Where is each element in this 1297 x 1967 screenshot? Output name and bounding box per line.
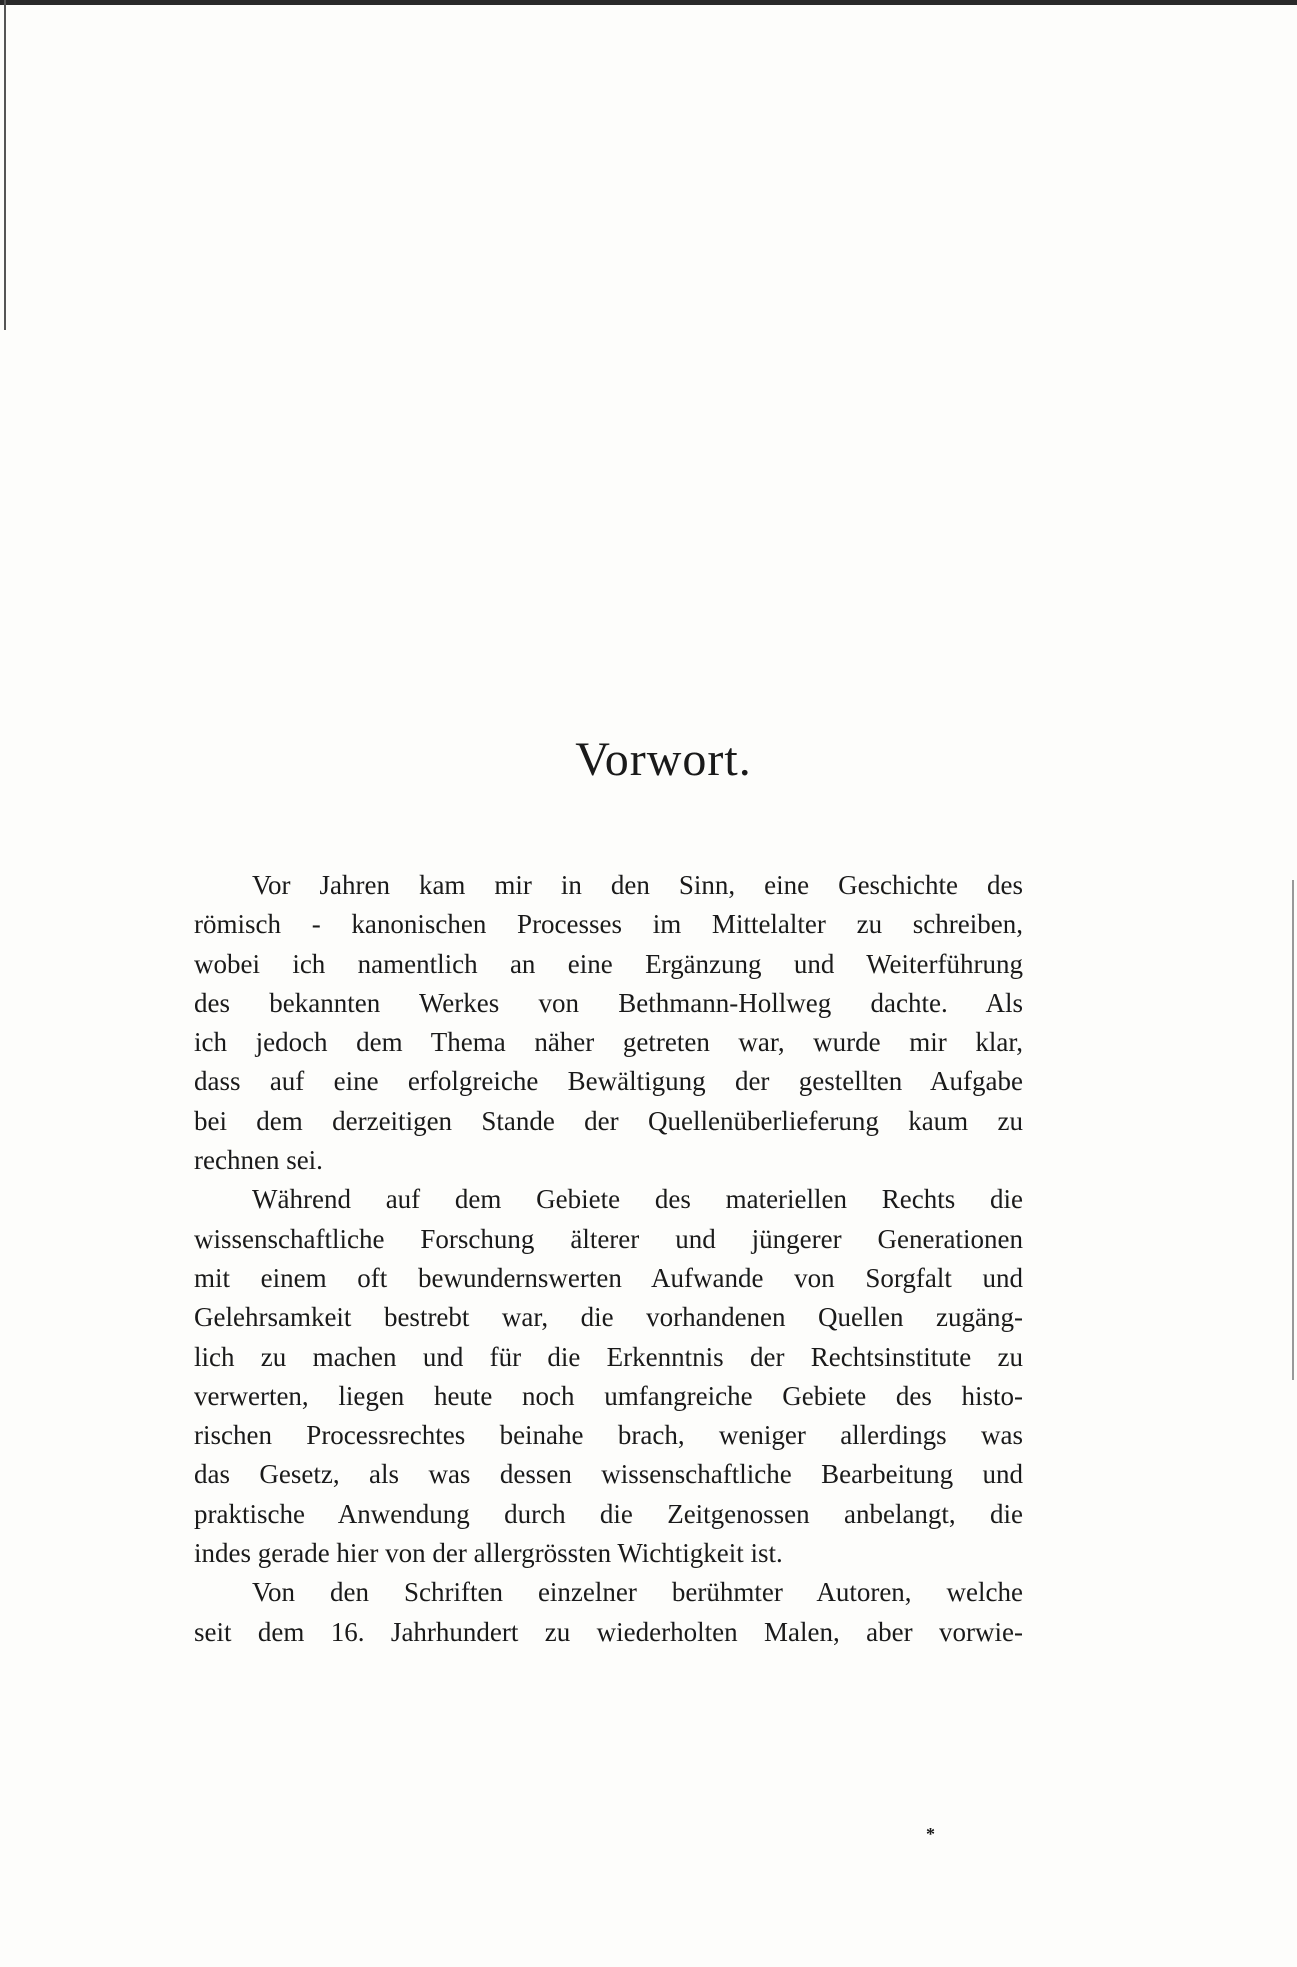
text-line: dass auf eine erfolgreiche Bewältigung der gestellten Aufgabe	[194, 1066, 1023, 1097]
text-line: wissenschaftliche Forschung älterer und jüngerer Generationen	[194, 1223, 1023, 1254]
paragraph-2	[194, 1180, 1023, 1573]
text-line: indes gerade hier von der allergrössten Wichtigkeit ist.	[194, 1538, 783, 1569]
text-line: das Gesetz, als was dessen wissenschaftliche Bearbeitung und	[194, 1459, 1023, 1490]
text-line: rechnen sei.	[194, 1145, 323, 1176]
paragraph-1	[194, 866, 1023, 1180]
scan-edge-left	[4, 0, 6, 330]
text-line: rischen Processrechtes beinahe brach, weniger allerdings was	[194, 1420, 1023, 1451]
text-line: seit dem 16. Jahrhundert zu wiederholten Malen, aber vorwie-	[194, 1616, 1023, 1647]
scan-edge-top	[0, 0, 1297, 5]
preface-body	[194, 866, 1023, 1652]
text-line: praktische Anwendung durch die Zeitgenossen anbelangt, die	[194, 1498, 1023, 1529]
page-title: Vorwort.	[575, 733, 752, 786]
scan-edge-right	[1292, 880, 1294, 1380]
text-line: mit einem oft bewundernswerten Aufwande von Sorgfalt und	[194, 1262, 1023, 1293]
text-line: Von den Schriften einzelner berühmter Autoren, welche	[252, 1577, 1023, 1608]
text-line: lich zu machen und für die Erkenntnis der Rechtsinstitute zu	[194, 1341, 1023, 1372]
signature-mark: *	[926, 1824, 935, 1844]
text-line: wobei ich namentlich an eine Ergänzung und Weiterführung	[194, 948, 1023, 979]
text-line: ich jedoch dem Thema näher getreten war, wurde mir klar,	[194, 1027, 1023, 1058]
text-line: Gelehrsamkeit bestrebt war, die vorhandenen Quellen zugäng-	[194, 1302, 1023, 1333]
text-line: verwerten, liegen heute noch umfangreiche Gebiete des histo-	[194, 1380, 1023, 1411]
text-line: Vor Jahren kam mir in den Sinn, eine Geschichte des	[252, 870, 1023, 900]
text-line: Während auf dem Gebiete des materiellen Rechts die	[252, 1184, 1023, 1215]
paragraph-3	[194, 1573, 1023, 1652]
text-line: römisch - kanonischen Processes im Mittelalter zu schreiben,	[194, 909, 1023, 940]
text-line: bei dem derzeitigen Stande der Quellenüberlieferung kaum zu	[194, 1105, 1023, 1136]
text-line: des bekannten Werkes von Bethmann-Hollweg dachte. Als	[194, 987, 1023, 1018]
